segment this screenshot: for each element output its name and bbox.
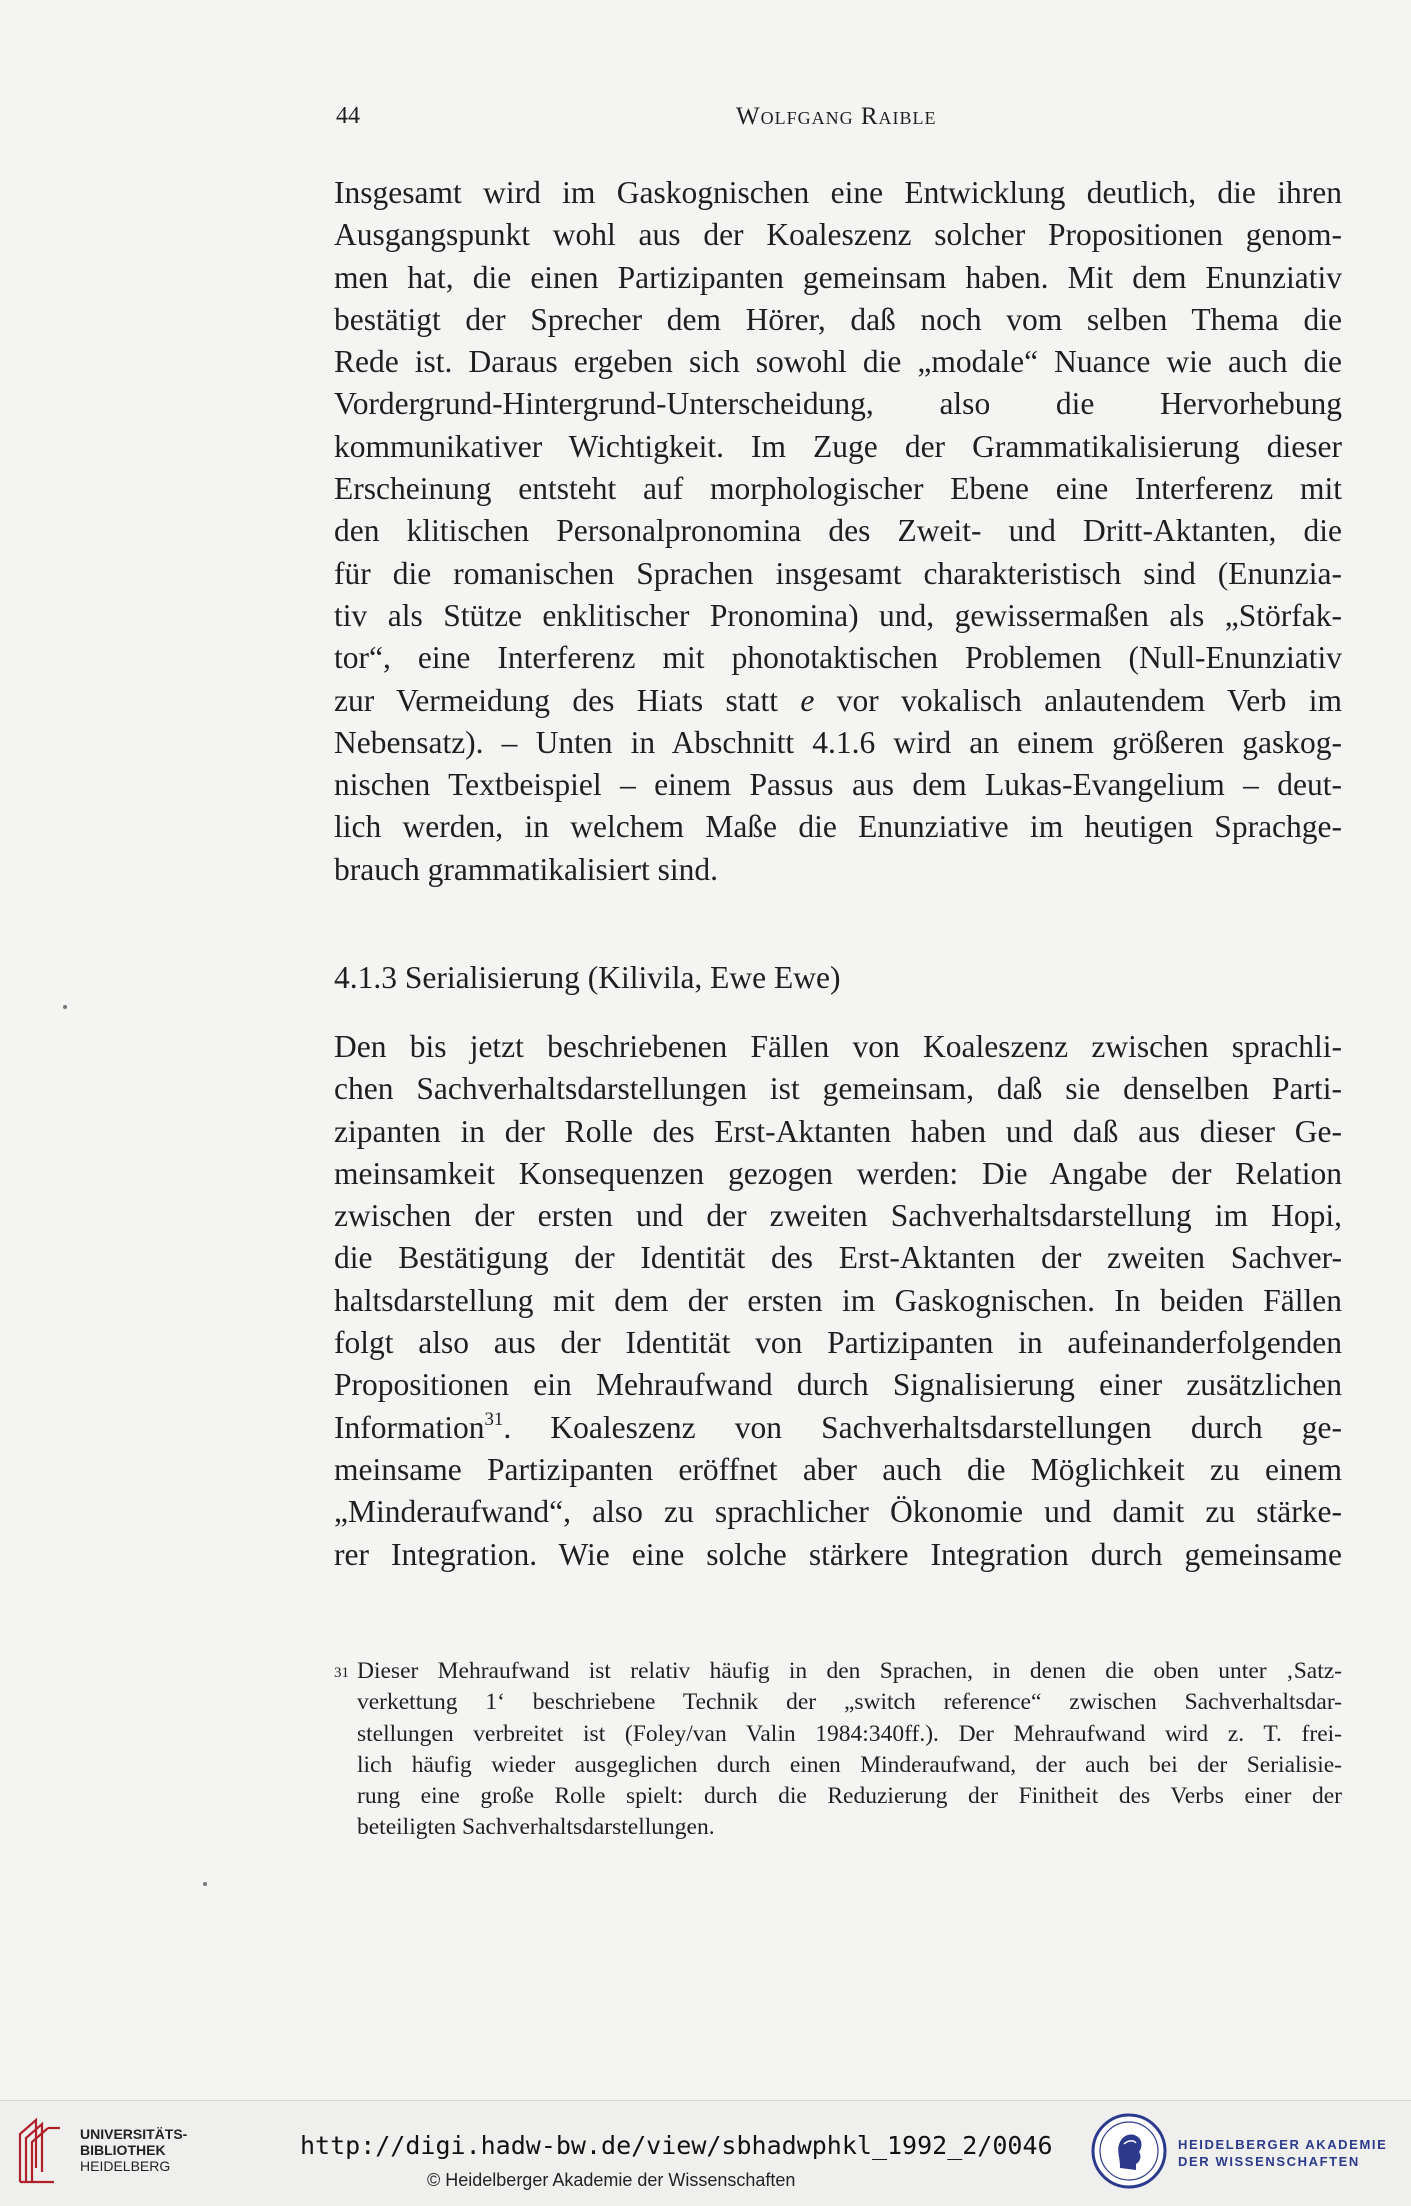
text-line: Erscheinung entsteht auf morphologischer Ebene eine Interferenz mit [334, 471, 1342, 507]
text-line: Den bis jetzt beschriebenen Fällen von Koaleszenz zwischen sprachli- [334, 1029, 1342, 1064]
text-span: vor vokalisch anlautendem Verb im [836, 682, 1343, 718]
academy-line: HEIDELBERGER AKADEMIE [1178, 2137, 1388, 2152]
text-line: tiv als Stütze enklitischer Pronomina) und, gewissermaßen als „Störfak- [334, 597, 1342, 633]
text-line: rer Integration. Wie eine solche stärkere Integration durch gemeinsame [334, 1536, 1342, 1572]
text-line: kommunikativer Wichtigkeit. Im Zuge der Grammatikalisierung dieser [334, 428, 1342, 464]
text-line: Rede ist. Daraus ergeben sich sowohl die „modale“ Nuance wie auch die [334, 344, 1342, 380]
italic-e: e [800, 682, 815, 718]
text-span: Information [334, 1409, 485, 1445]
text-line: zwischen der ersten und der zweiten Sachverhaltsdarstellung im Hopi, [334, 1198, 1342, 1234]
text-line: nischen Textbeispiel – einem Passus aus dem Lukas-Evangelium – deut- [334, 767, 1342, 803]
text-span: zur Vermeidung des Hiats statt [334, 682, 779, 718]
section-heading: 4.1.3 Serialisierung (Kilivila, Ewe Ewe) [334, 960, 841, 995]
text-line: bestätigt der Sprecher dem Hörer, daß noch vom selben Thema die [334, 301, 1342, 337]
footnote-line: verkettung 1‘ beschriebene Technik der „switch reference“ zwischen Sachverhaltsdar- [357, 1689, 1342, 1716]
text-line: für die romanischen Sprachen insgesamt charakteristisch sind (Enunzia- [334, 555, 1342, 591]
footnote-reference[interactable]: 31 [484, 1408, 504, 1430]
academy-seal-icon[interactable] [1090, 2112, 1168, 2190]
copyright-notice: © Heidelberger Akademie der Wissenschaften [427, 2170, 796, 2190]
academy-name [1178, 2136, 1387, 2170]
text-line: zipanten in der Rolle des Erst-Aktanten haben und daß aus dieser Ge- [334, 1113, 1342, 1149]
text-line: meinsame Partizipanten eröffnet aber auch die Möglichkeit zu einem [334, 1451, 1342, 1487]
text-line: „Minderaufwand“, also zu sprachlicher Ökonomie und damit zu stärke- [334, 1494, 1342, 1530]
text-line: Nebensatz). – Unten in Abschnitt 4.1.6 wird an einem größeren gaskog- [334, 724, 1342, 760]
footnote-line: rung eine große Rolle spielt: durch die Reduzierung der Finitheit des Verbs einer der [357, 1783, 1342, 1810]
academy-line: DER WISSENSCHAFTEN [1178, 2154, 1360, 2169]
paragraph-2 [334, 1026, 1342, 1576]
text-line: Vordergrund-Hintergrund-Unterscheidung, also die Hervorhebung [334, 386, 1342, 422]
text-line: haltsdarstellung mit dem der ersten im Gaskognischen. In beiden Fällen [334, 1282, 1342, 1318]
text-line: Insgesamt wird im Gaskognischen eine Entwicklung deutlich, die ihren [334, 175, 1342, 210]
text-line-mixed [334, 680, 1342, 722]
text-line: tor“, eine Interferenz mit phonotaktischen Problemen (Null-Enunziativ [334, 640, 1342, 676]
text-line: men hat, die einen Partizipanten gemeinsam haben. Mit dem Enunziativ [334, 259, 1342, 295]
university-library-logo-icon[interactable] [14, 2112, 66, 2184]
permalink-url[interactable]: http://digi.hadw-bw.de/view/sbhadwphkl_1992_2/0046 [300, 2131, 1053, 2160]
text-line: die Bestätigung der Identität des Erst-Aktanten der zweiten Sachver- [334, 1240, 1342, 1276]
footnote-line: Dieser Mehraufwand ist relativ häufig in den Sprachen, in denen die oben unter ‚Satz- [357, 1658, 1342, 1684]
footnote-marker: 31 [334, 1665, 349, 1681]
footnote-line: lich häufig wieder ausgeglichen durch einen Minderaufwand, der auch bei der Serialisie- [357, 1751, 1342, 1778]
library-line: UNIVERSITÄTS- [80, 2126, 188, 2142]
margin-speck [203, 1882, 207, 1886]
text-line: den klitischen Personalpronomina des Zweit- und Dritt-Aktanten, die [334, 513, 1342, 549]
text-line: brauch grammatikalisiert sind. [334, 851, 719, 887]
footnote-line: beteiligten Sachverhaltsdarstellungen. [357, 1814, 715, 1841]
margin-speck [63, 1005, 67, 1009]
text-line: Propositionen ein Mehraufwand durch Signalisierung einer zusätzlichen [334, 1367, 1342, 1403]
text-line: chen Sachverhaltsdarstellungen ist gemeinsam, daß sie denselben Parti- [334, 1071, 1342, 1107]
text-line: meinsamkeit Konsequenzen gezogen werden: Die Angabe der Relation [334, 1155, 1342, 1191]
text-line: lich werden, in welchem Maße die Enunziative im heutigen Sprachge- [334, 809, 1342, 845]
library-line: BIBLIOTHEK [80, 2142, 166, 2158]
text-span: . Koaleszenz von Sachverhaltsdarstellungen durch ge- [503, 1409, 1342, 1445]
university-library-name [80, 2126, 187, 2174]
text-line: folgt also aus der Identität von Partizipanten in aufeinanderfolgenden [334, 1325, 1342, 1361]
text-line: Ausgangspunkt wohl aus der Koaleszenz solcher Propositionen genom- [334, 217, 1342, 253]
footnote [334, 1656, 1342, 1844]
page-number: 44 [336, 103, 360, 129]
text-line-mixed [334, 1407, 1342, 1449]
footnote-line: stellungen verbreitet ist (Foley/van Valin 1984:340ff.). Der Mehraufwand wird z. T. frei- [357, 1720, 1342, 1747]
paragraph-1 [334, 172, 1342, 891]
running-head-author: Wolfgang Raible [736, 103, 937, 130]
running-head [336, 103, 1336, 137]
library-line: HEIDELBERG [80, 2158, 171, 2174]
